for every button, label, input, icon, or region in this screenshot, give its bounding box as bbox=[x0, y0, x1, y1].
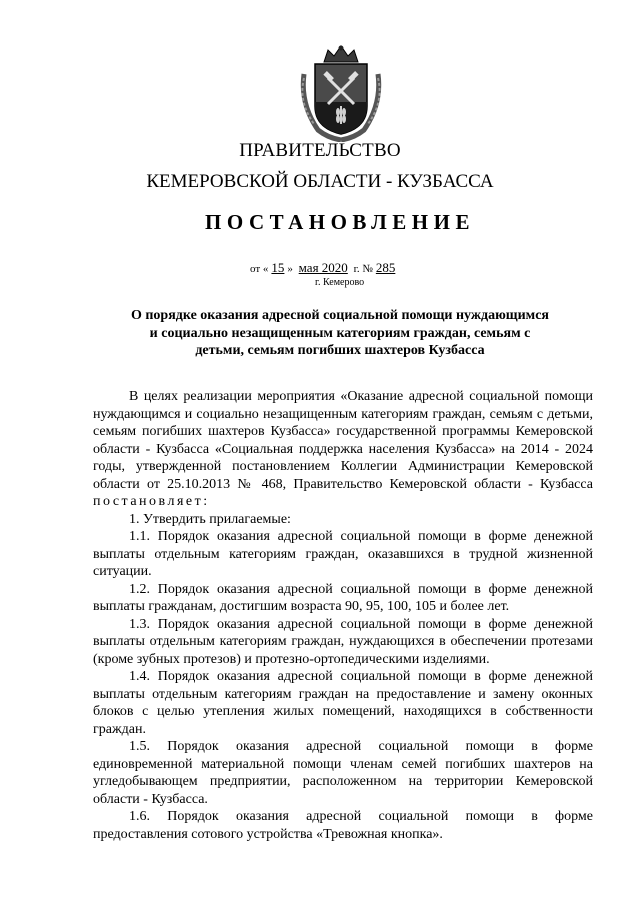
postanovlyaet-word: постановляет: bbox=[93, 494, 210, 509]
date-quote-close: » bbox=[287, 263, 293, 275]
document-city: г. Кемерово bbox=[315, 277, 365, 288]
government-name-line2: КЕМЕРОВСКОЙ ОБЛАСТИ - КУЗБАССА bbox=[146, 171, 494, 192]
list-item: 1. Утвердить прилагаемые: bbox=[129, 511, 291, 527]
list-item: 1.6. Порядок оказания адресной социальной помощи в форме предоставления сотового устройства «Тревожная кнопка». bbox=[93, 809, 593, 842]
document-heading: О порядке оказания адресной социальной помощи нуждающимся и социально незащищенным категориям граждан, семьям с детьми, семьям погибших шахтеров Кузбасса bbox=[130, 308, 550, 358]
list-item: 1.4. Порядок оказания адресной социальной помощи в форме денежной выплаты отдельным категориям граждан на предоставление и замену оконных блоков с целью утепления жилых помещений, находящихся в собственности граждан. bbox=[93, 669, 593, 737]
list-item: 1.1. Порядок оказания адресной социальной помощи в форме денежной выплаты отдельным категориям граждан, оказавшихся в трудной жизненной ситуации. bbox=[93, 529, 593, 579]
kuzbass-coat-of-arms-icon bbox=[298, 44, 384, 142]
date-prefix: от « bbox=[250, 263, 269, 275]
document-type-title: ПОСТАНОВЛЕНИЕ bbox=[205, 210, 475, 234]
document-date-line bbox=[250, 260, 398, 276]
government-name-line1: ПРАВИТЕЛЬСТВО bbox=[239, 140, 401, 161]
preamble-text: В целях реализации мероприятия «Оказание адресной социальной помощи нуждающимся и социально незащищенным категориям граждан, семьям с детьми, семьям погибших шахтеров Кузбасса» государственной программы Кемеровской области - Кузбасса «Социальная поддержка населения Кузбасса» на 2014 - 2024 годы, утвержденной постановлением Коллегии Администрации Кемеровской области от 25.10.2013 № 468, Правительство Кемеровской области - Кузбасса bbox=[93, 389, 593, 492]
preamble-paragraph bbox=[93, 388, 593, 511]
number-sign: № bbox=[362, 263, 373, 275]
document-body bbox=[93, 388, 593, 843]
list-item: 1.5. Порядок оказания адресной социальной помощи в форме единовременной материальной помощи членам семей погибших шахтеров на угледобывающем предприятии, расположенном на территории Кемеровской области - Кузбасса. bbox=[93, 739, 593, 807]
date-month-year: мая 2020 bbox=[298, 260, 348, 275]
list-item: 1.2. Порядок оказания адресной социальной помощи в форме денежной выплаты гражданам, достигшим возраста 90, 95, 100, 105 и более лет. bbox=[93, 581, 593, 614]
date-day: 15 bbox=[271, 260, 285, 275]
document-number: 285 bbox=[375, 260, 396, 275]
list-item: 1.3. Порядок оказания адресной социальной помощи в форме денежной выплаты отдельным категориям граждан, нуждающихся в обеспечении протезами (кроме зубных протезов) и протезно-ортопедическими изделиями. bbox=[93, 616, 593, 667]
date-year-suffix: г. bbox=[353, 263, 360, 275]
